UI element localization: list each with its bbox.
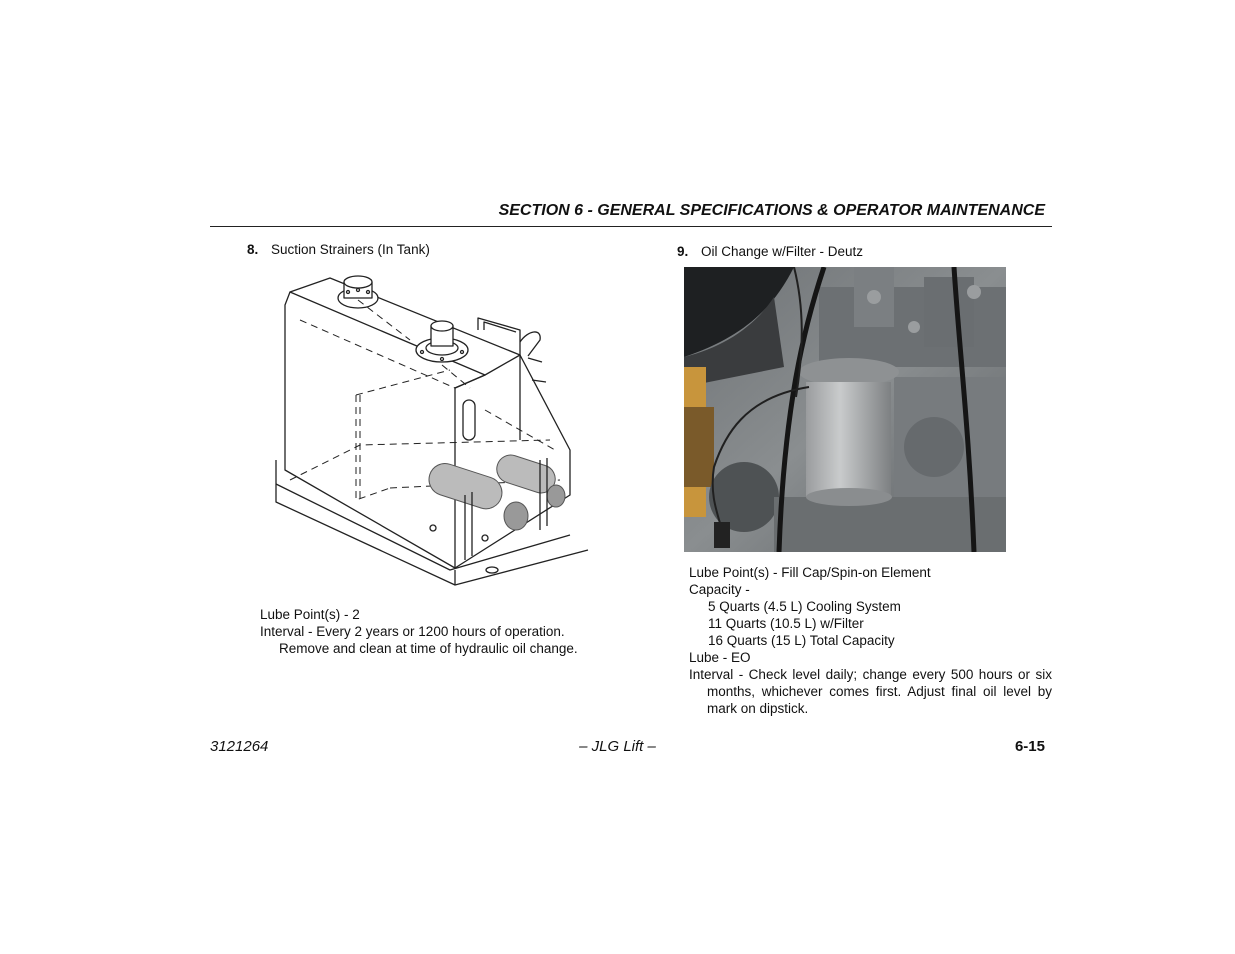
step-9-number: 9.	[677, 244, 689, 259]
step-9-heading	[677, 244, 863, 259]
step-8-interval: Interval - Every 2 years or 1200 hours of operation.	[260, 624, 565, 639]
step-9-capacity-label: Capacity -	[689, 582, 750, 597]
step-9-interval: Interval - Check level daily; change every 500 hours or six months, whichever comes first. Adjust final oil level by mark on dipstick.	[689, 667, 1052, 716]
step-9-lube: Lube - EO	[689, 650, 751, 665]
step-8-title: Suction Strainers (In Tank)	[271, 242, 430, 257]
header-rule	[210, 226, 1052, 227]
footer-publisher: – JLG Lift –	[579, 738, 656, 755]
step-8-number: 8.	[247, 242, 259, 257]
step-9-details	[689, 564, 1052, 717]
engine-oil-filter-photo	[684, 267, 1006, 557]
step-8-details	[260, 606, 578, 657]
section-header-title: SECTION 6 - GENERAL SPECIFICATIONS & OPERATOR MAINTENANCE	[498, 202, 1045, 219]
step-9-title: Oil Change w/Filter - Deutz	[701, 244, 864, 259]
step-9-lube-points: Lube Point(s) - Fill Cap/Spin-on Element	[689, 565, 931, 580]
footer-page-number: 6-15	[1014, 738, 1045, 755]
step-8-interval-cont: Remove and clean at time of hydraulic oil change.	[279, 641, 578, 656]
capacity-cooling-system: 5 Quarts (4.5 L) Cooling System	[708, 599, 901, 614]
capacity-total: 16 Quarts (15 L) Total Capacity	[708, 633, 895, 648]
hydraulic-tank-illustration	[270, 270, 590, 600]
step-8-lube-points: Lube Point(s) - 2	[260, 607, 360, 622]
capacity-with-filter: 11 Quarts (10.5 L) w/Filter	[708, 616, 864, 631]
footer-doc-number: 3121264	[210, 738, 269, 755]
step-8-heading	[247, 242, 430, 257]
